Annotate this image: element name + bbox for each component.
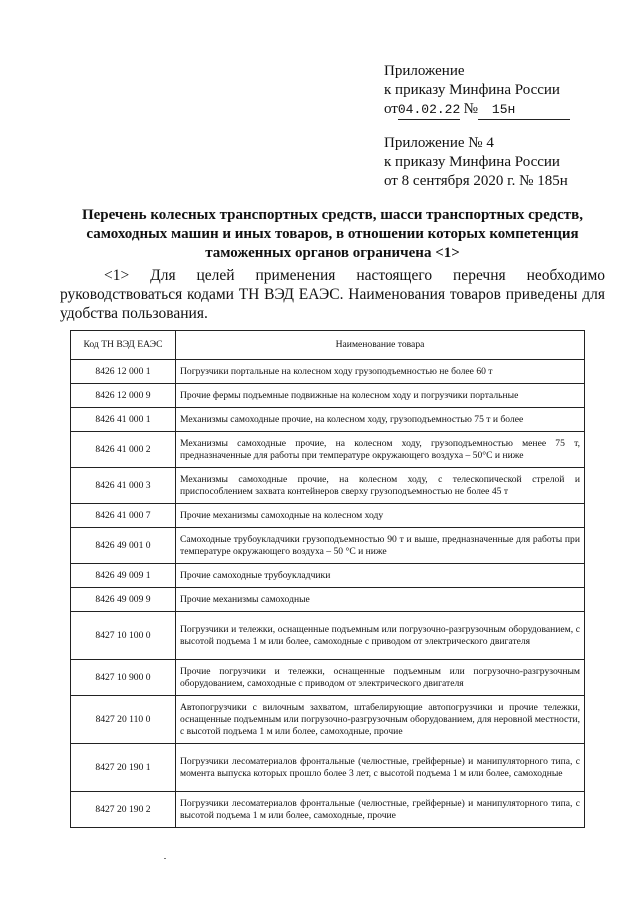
hs-code-cell: 8426 49 009 9 xyxy=(71,588,176,612)
hs-code-cell: 8426 41 000 3 xyxy=(71,468,176,504)
goods-name-cell: Погрузчики и тележки, оснащенные подъемным или погрузочно-разгрузочным оборудованием, с высотой подъема 1 м или более, самоходные с приводом от электрического двигателя xyxy=(176,612,585,660)
table-row xyxy=(71,696,585,744)
table-row xyxy=(71,432,585,468)
table-row xyxy=(71,384,585,408)
goods-name-cell: Автопогрузчики с вилочным захватом, штабелирующие автопогрузчики и прочие тележки, оснащенные подъемным или погрузочно-разгрузочным оборудованием, для неровной местности, с высотой подъема 1 м или более, самоходные, прочие xyxy=(176,696,585,744)
table-row xyxy=(71,504,585,528)
original-appendix-header xyxy=(384,134,568,191)
goods-name-cell: Механизмы самоходные прочие, на колесном ходу, грузоподъемностью 75 т и более xyxy=(176,408,585,432)
order-number: 15н xyxy=(478,100,570,120)
hs-code-cell: 8426 41 000 7 xyxy=(71,504,176,528)
table-row xyxy=(71,588,585,612)
footnote-text: <1> Для целей применения настоящего перечня необходимо руководствоваться кодами ТН ВЭД ЕАЭС. Наименования товаров приведены для удобства пользования. xyxy=(60,267,605,322)
date-prefix: от xyxy=(384,101,398,117)
goods-name-cell: Прочие механизмы самоходные на колесном ходу xyxy=(176,504,585,528)
table-row xyxy=(71,792,585,828)
table-row xyxy=(71,468,585,504)
hs-code-cell: 8426 49 001 0 xyxy=(71,528,176,564)
order-date: 04.02.22 xyxy=(398,100,460,120)
goods-name-cell: Прочие самоходные трубоукладчики xyxy=(176,564,585,588)
goods-name-cell: Самоходные трубоукладчики грузоподъемностью 90 т и выше, предназначенные для работы при температуре окружающего воздуха – 50 °С и ниже xyxy=(176,528,585,564)
table-row xyxy=(71,660,585,696)
goods-name-cell: Погрузчики портальные на колесном ходу грузоподъемностью не более 60 т xyxy=(176,360,585,384)
order-date-line xyxy=(384,100,570,120)
table-row xyxy=(71,564,585,588)
table-row xyxy=(71,612,585,660)
table-row xyxy=(71,408,585,432)
hs-code-cell: 8426 12 000 1 xyxy=(71,360,176,384)
goods-name-cell: Погрузчики лесоматериалов фронтальные (челюстные, грейферные) и манипуляторного типа, с высотой подъема 1 м или более, самоходные, прочие xyxy=(176,792,585,828)
scan-artifact xyxy=(164,858,166,859)
original-order-date: от 8 сентября 2020 г. № 185н xyxy=(384,173,568,189)
document-title: Перечень колесных транспортных средств, шасси транспортных средств, самоходных машин и иных товаров, в отношении которых компетенция таможенных органов ограничена <1> xyxy=(81,207,584,261)
hs-code-cell: 8427 10 900 0 xyxy=(71,660,176,696)
number-prefix: № xyxy=(463,101,478,117)
column-header-code: Код ТН ВЭД ЕАЭС xyxy=(71,331,176,360)
table-row xyxy=(71,528,585,564)
goods-name-cell: Прочие фермы подъемные подвижные на колесном ходу и погрузчики портальные xyxy=(176,384,585,408)
hs-code-cell: 8427 20 110 0 xyxy=(71,696,176,744)
goods-name-cell: Прочие погрузчики и тележки, оснащенные подъемным или погрузочно-разгрузочным оборудованием, самоходные с приводом от электрического двигателя xyxy=(176,660,585,696)
column-header-name: Наименование товара xyxy=(176,331,585,360)
hs-code-cell: 8426 41 000 2 xyxy=(71,432,176,468)
table-row xyxy=(71,744,585,792)
hs-code-cell: 8426 12 000 9 xyxy=(71,384,176,408)
goods-table xyxy=(70,330,585,828)
goods-name-cell: Механизмы самоходные прочие, на колесном ходу, с телескопической стрелой и приспособлением захвата контейнеров сверху грузоподъемностью не более 45 т xyxy=(176,468,585,504)
goods-name-cell: Погрузчики лесоматериалов фронтальные (челюстные, грейферные) и манипуляторного типа, с момента выпуска которых прошло более 3 лет, с высотой подъема 1 м или более, самоходные xyxy=(176,744,585,792)
table-header-row xyxy=(71,331,585,360)
hs-code-cell: 8427 20 190 1 xyxy=(71,744,176,792)
hs-code-cell: 8427 10 100 0 xyxy=(71,612,176,660)
appendix-label: Приложение xyxy=(384,63,465,79)
goods-name-cell: Механизмы самоходные прочие, на колесном ходу, грузоподъемностью менее 75 т, предназначенные для работы при температуре окружающего воздуха – 50°С и ниже xyxy=(176,432,585,468)
hs-code-cell: 8426 41 000 1 xyxy=(71,408,176,432)
hs-code-cell: 8426 49 009 1 xyxy=(71,564,176,588)
original-order-ref: к приказу Минфина России xyxy=(384,154,560,170)
appendix-header xyxy=(384,62,570,120)
order-ref: к приказу Минфина России xyxy=(384,82,560,98)
goods-name-cell: Прочие механизмы самоходные xyxy=(176,588,585,612)
hs-code-cell: 8427 20 190 2 xyxy=(71,792,176,828)
original-appendix-label: Приложение № 4 xyxy=(384,135,494,151)
table-row xyxy=(71,360,585,384)
